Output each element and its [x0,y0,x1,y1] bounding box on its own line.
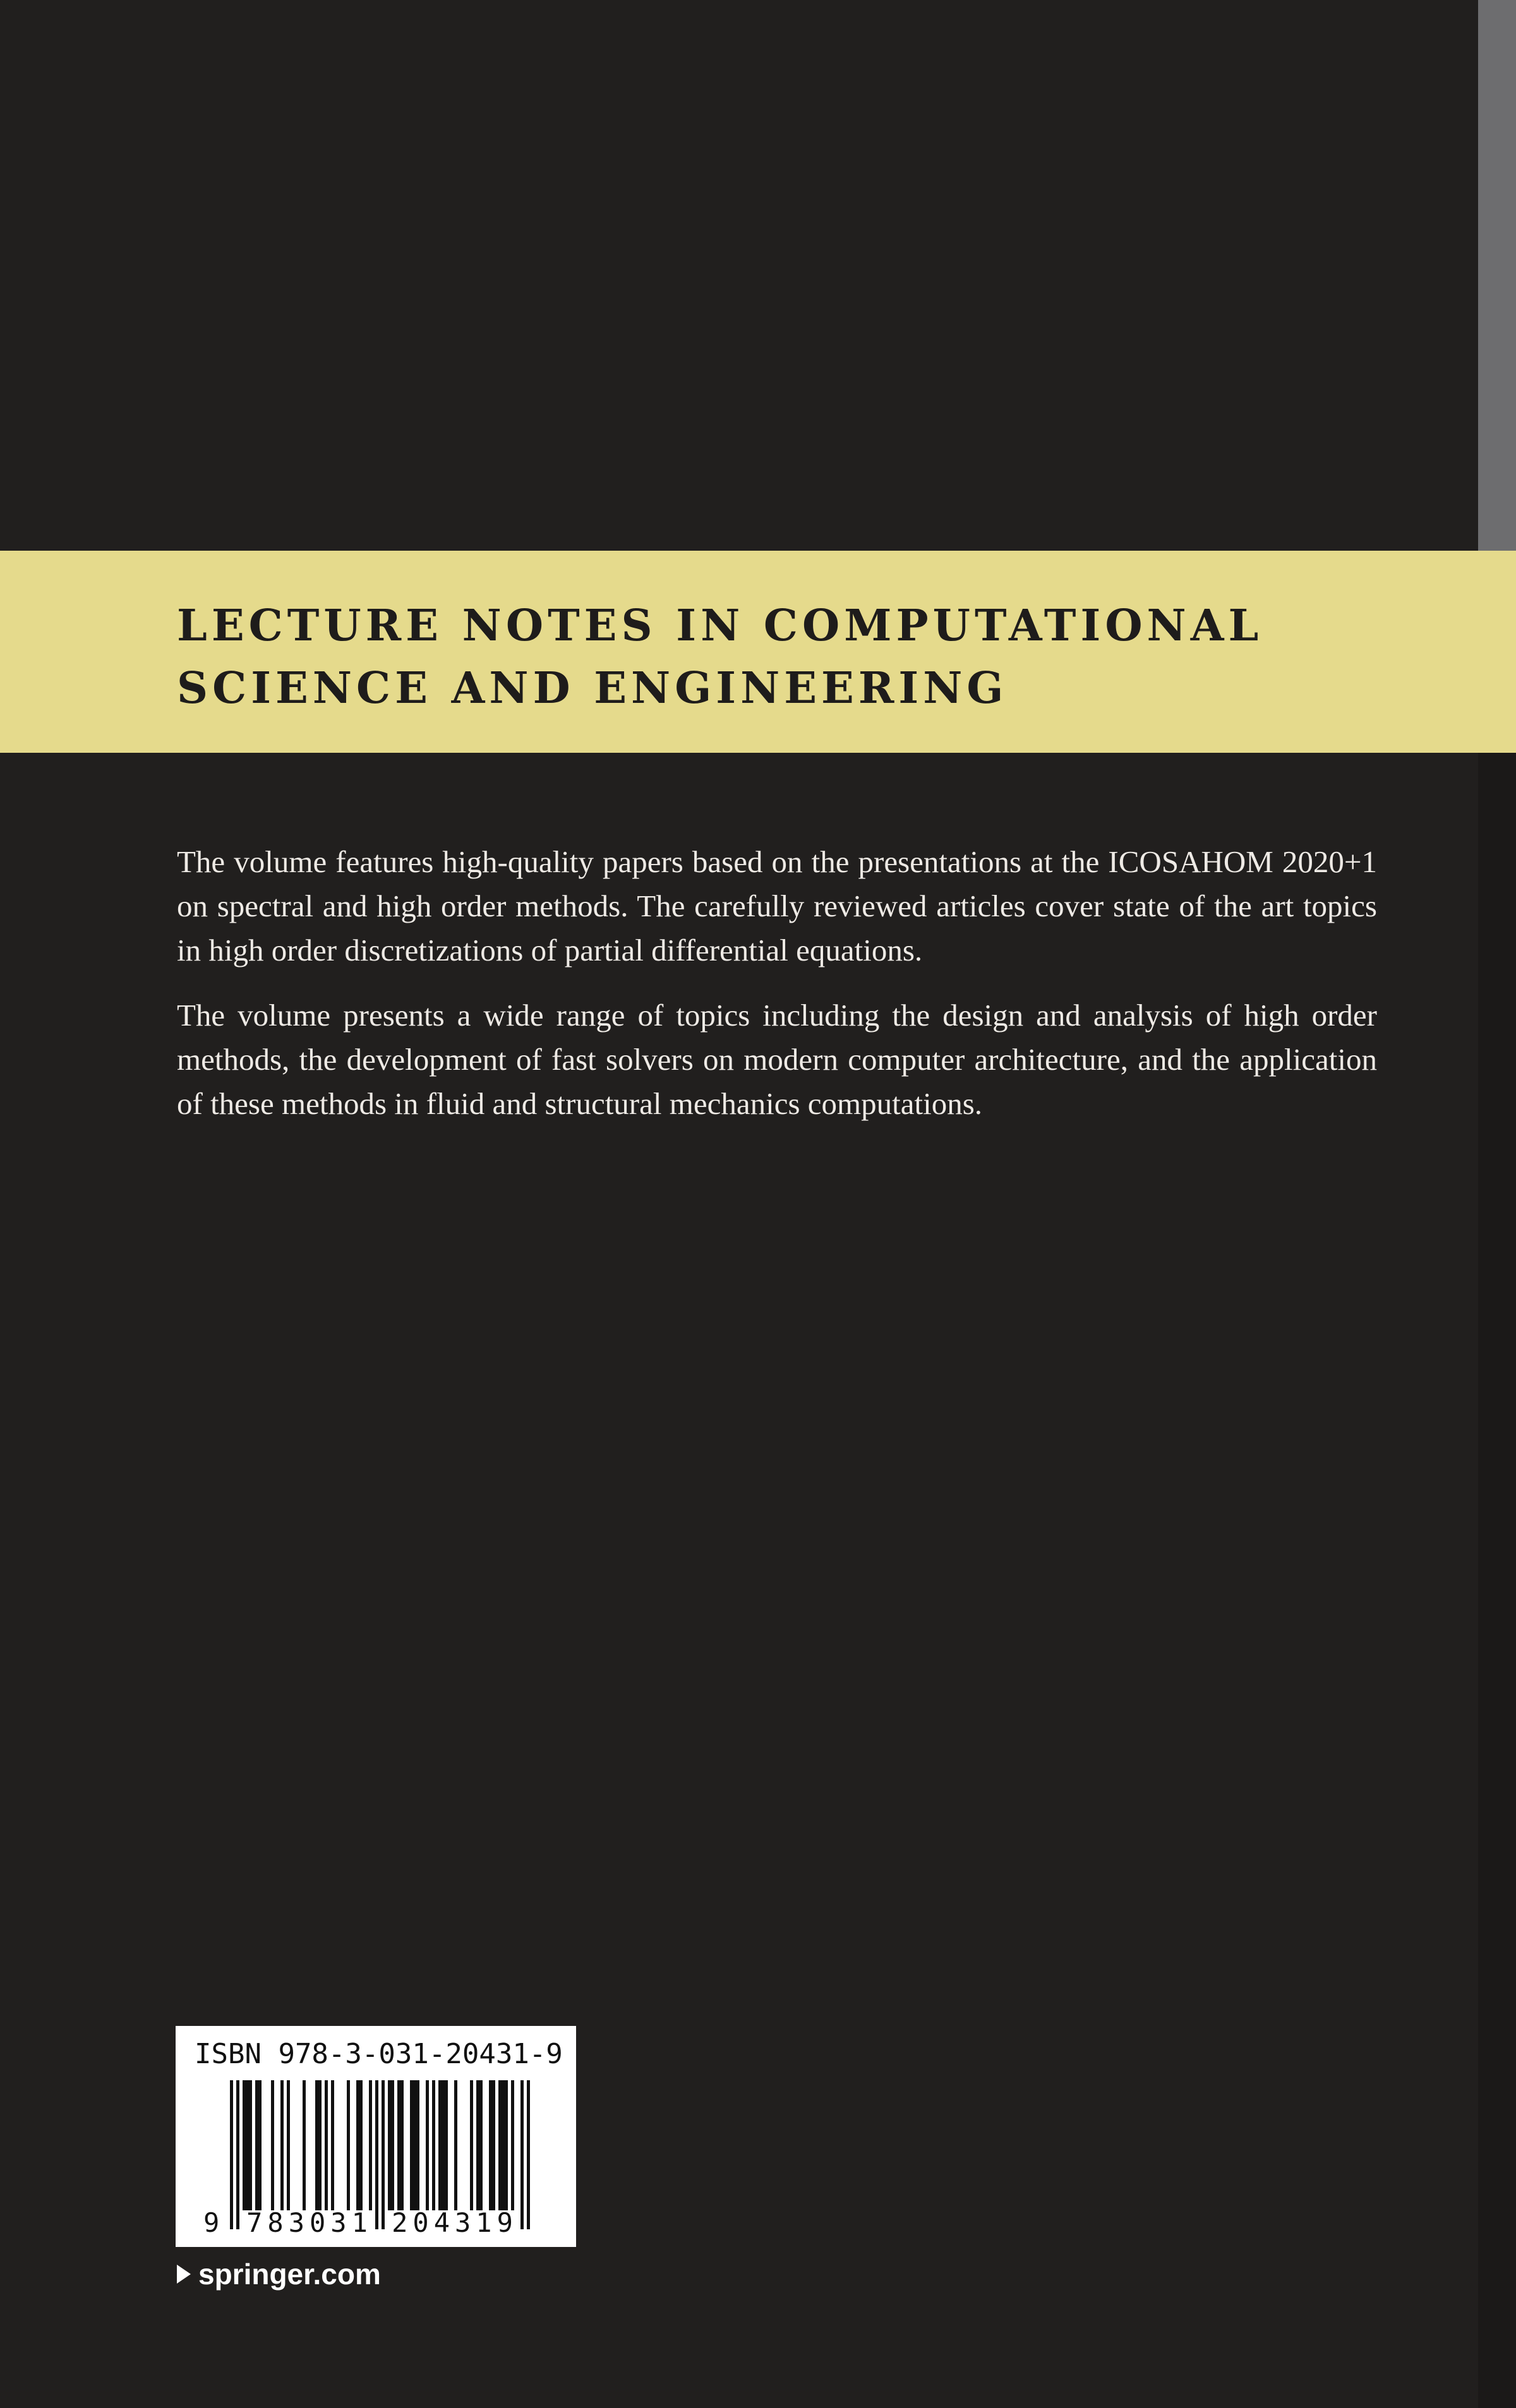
publisher-link-text: springer.com [198,2258,381,2291]
barcode-bar [356,2080,359,2210]
barcode-bar [470,2080,473,2210]
blurb-paragraph-2: The volume presents a wide range of topics including the design and analysis of high order methods, the development of fast solvers on modern computer architecture, and the application of these methods in fluid and structural mechanics computations. [177,998,1377,1121]
blurb [177,840,1377,1147]
ean-first-digit: 9 [203,2207,220,2238]
barcode-bar [315,2080,318,2210]
barcode-bar [397,2080,400,2210]
barcode-bar [287,2080,290,2210]
barcode-bar [391,2080,394,2210]
barcode-bar [255,2080,258,2210]
barcode-bar [498,2080,502,2210]
barcode-bar [249,2080,252,2210]
barcode-bar [246,2080,249,2210]
ean-right-group: 204319 [392,2207,518,2238]
barcode-bar [318,2080,322,2210]
barcode-bar [413,2080,416,2210]
barcode-bar [303,2080,306,2210]
series-title [177,595,1263,720]
barcode-bar [416,2080,419,2210]
barcode-bar [454,2080,457,2210]
barcode-bar [492,2080,495,2210]
barcode-bar [476,2080,479,2210]
barcode-bar [489,2080,492,2210]
barcode-bar [280,2080,284,2210]
barcode-bar [369,2080,372,2210]
ean-digits [176,2204,576,2242]
barcode-bar [388,2080,391,2210]
ean-left-group: 783031 [246,2207,373,2238]
barcode-bar [400,2080,404,2210]
barcode-bar [511,2080,514,2210]
series-title-line-1: LECTURE NOTES IN COMPUTATIONAL [177,601,1263,651]
barcode-bar [438,2080,442,2210]
barcode-bar [502,2080,505,2210]
blurb-paragraph-1: The volume features high-quality papers based on the presentations at the ICOSAHOM 2020+1 on spectral and high order methods. The carefully reviewed articles cover state of the art topics in high order discretizations of partial differential equations. [177,844,1377,967]
barcode-bar [410,2080,413,2210]
barcode-bar [426,2080,429,2210]
publisher-link[interactable] [177,2255,381,2293]
barcode-bar [359,2080,363,2210]
barcode-bar [258,2080,262,2210]
barcode-bar [243,2080,246,2210]
barcode-bar [331,2080,334,2210]
barcode-box [176,2026,576,2247]
spine-edge-highlight [1478,0,1516,551]
barcode-bar [479,2080,483,2210]
barcode-bar [445,2080,448,2210]
series-title-line-2: SCIENCE AND ENGINEERING [177,663,1008,714]
barcode-bar [442,2080,445,2210]
triangle-right-icon [177,2265,191,2284]
barcode-bar [347,2080,350,2210]
barcode-bar [505,2080,508,2210]
barcode-bar [271,2080,274,2210]
isbn-label: ISBN 978-3-031-20431-9 [195,2038,563,2070]
barcode-bar [325,2080,328,2210]
barcode-bar [432,2080,435,2210]
